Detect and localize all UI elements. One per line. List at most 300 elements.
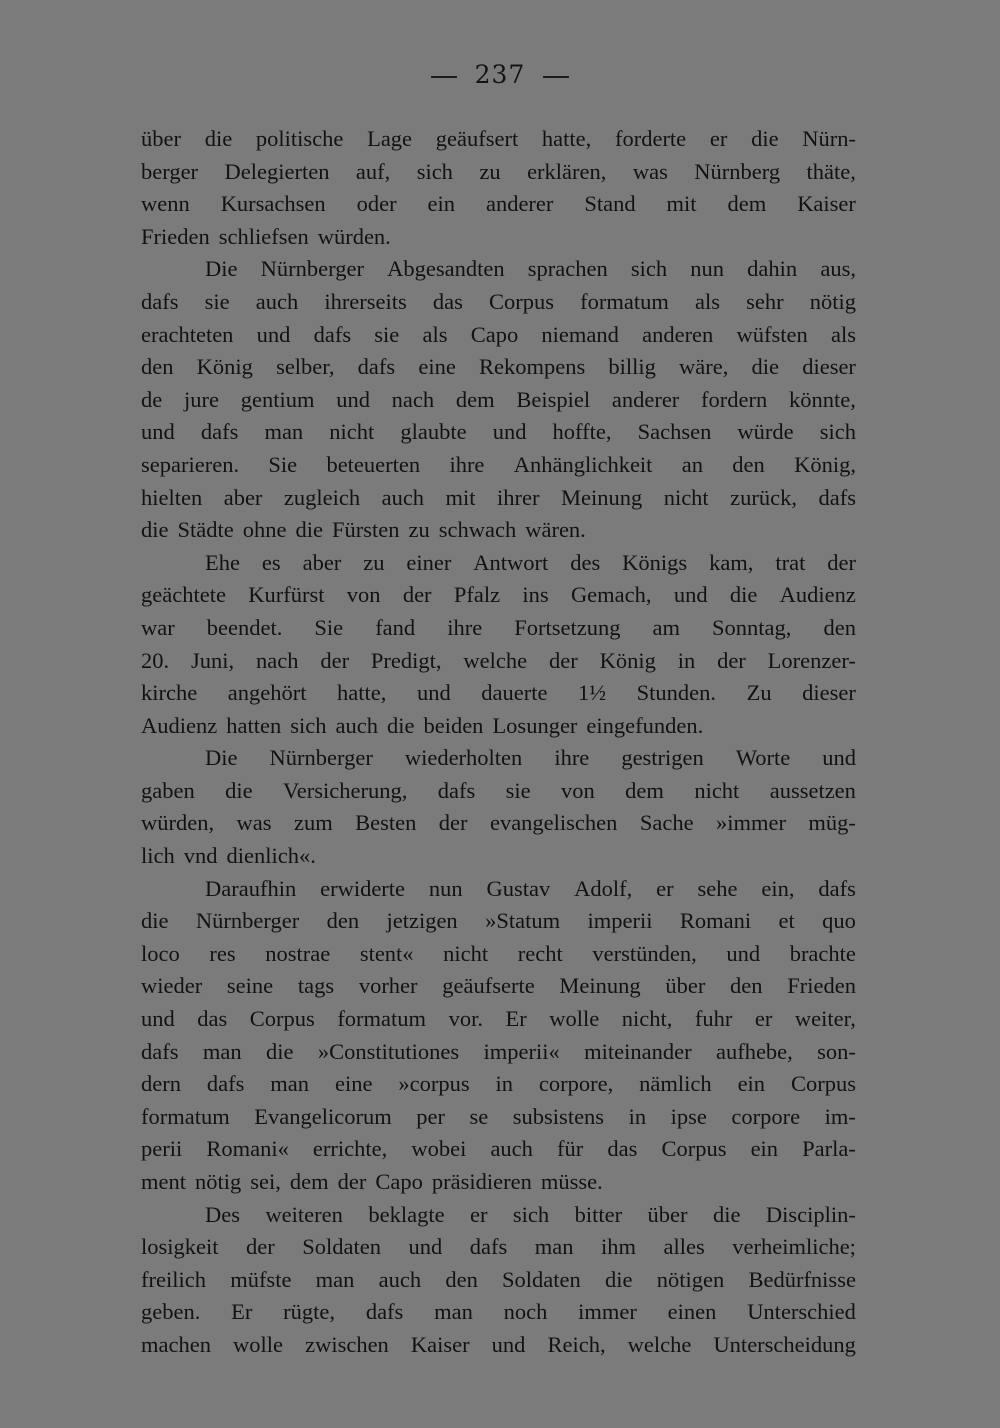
text-line [141, 253, 856, 286]
word: wieder [141, 973, 203, 999]
word: ihm [600, 1234, 636, 1260]
word: freilich [141, 1266, 206, 1292]
word: die [751, 126, 779, 151]
word: nötigen [656, 1266, 725, 1292]
word: fand [375, 614, 416, 640]
word: imperii« [483, 1038, 560, 1064]
word: Ehe [205, 549, 240, 575]
word: der [320, 647, 350, 673]
word: forderte [614, 126, 687, 151]
word: und [416, 680, 451, 706]
word: immer [578, 1299, 637, 1325]
word: König [196, 354, 253, 380]
word: nicht [694, 777, 740, 803]
word: in [677, 647, 696, 673]
word: welche [463, 647, 528, 673]
word: ins [522, 582, 549, 608]
word: sehe [697, 875, 738, 901]
text-line [141, 156, 856, 189]
word: ihre [447, 614, 483, 640]
word: dahin [747, 256, 798, 282]
word: Unterschied [747, 1299, 856, 1325]
word: die [386, 712, 415, 738]
word: separieren. [141, 451, 240, 477]
word: sich [416, 158, 453, 184]
word: zu [363, 549, 385, 575]
word: eingefunden. [586, 712, 704, 738]
word: rügte, [283, 1299, 336, 1325]
word: miteinander [584, 1038, 692, 1064]
word: nostrae [265, 940, 331, 966]
word: sie [505, 777, 531, 803]
word: gentium [240, 386, 315, 412]
word: einer [406, 549, 452, 575]
word: fordern [701, 386, 768, 412]
word: mit [666, 191, 697, 217]
word: sehr [746, 288, 784, 314]
word: er [470, 1201, 488, 1227]
word: trat [775, 549, 806, 575]
word: Antwort [473, 549, 549, 575]
word: wüfsten [736, 321, 808, 347]
word: dem [625, 777, 664, 803]
word: angehört [227, 680, 307, 706]
word: Reich, [547, 1331, 606, 1357]
word: Kurfürst [248, 582, 325, 608]
word: Kaiser [410, 1331, 470, 1357]
word: der [548, 647, 578, 673]
word: im- [824, 1103, 856, 1129]
word: nun [428, 875, 463, 901]
word: »Constitutiones [317, 1038, 460, 1064]
word: die [141, 908, 169, 934]
text-line [141, 873, 856, 906]
word: erwiderte [320, 875, 406, 901]
word: welche [627, 1331, 692, 1357]
word: hoffte, [552, 419, 612, 445]
word: Predigt, [370, 647, 442, 673]
word: nicht [329, 419, 375, 445]
word: kirche [141, 680, 198, 706]
text-line [141, 840, 856, 873]
word: dafs [818, 484, 856, 510]
word: errichte, [312, 1136, 388, 1162]
word: glaubte [400, 419, 467, 445]
word: zu [408, 517, 430, 543]
word: fuhr [694, 1006, 733, 1032]
text-line [141, 710, 856, 743]
word: von [346, 582, 381, 608]
word: ment [141, 1169, 186, 1194]
word: noch [503, 1299, 548, 1325]
word: den [445, 1266, 478, 1292]
word: res [209, 940, 236, 966]
word: der [438, 810, 468, 836]
word: Soldaten [302, 1234, 381, 1260]
word: mit [445, 484, 476, 510]
word: weiter, [794, 1006, 856, 1032]
word: das [607, 1136, 638, 1162]
word: nicht [443, 940, 489, 966]
text-line [141, 1199, 856, 1232]
text-line [141, 449, 856, 482]
word: die [141, 517, 169, 543]
word: dafs [141, 1038, 179, 1064]
word: Fortsetzung [514, 614, 621, 640]
word: evangelischen [489, 810, 618, 836]
word: Meinung [559, 973, 641, 999]
word: Capo [375, 1169, 423, 1194]
word: und [491, 1331, 526, 1357]
word: Romani« [206, 1136, 289, 1162]
word: bitter [574, 1201, 623, 1227]
word: und [336, 386, 370, 412]
word: politische [255, 126, 344, 151]
word: Corpus [489, 288, 555, 314]
word: war [141, 614, 175, 640]
word: nicht, [621, 1006, 673, 1032]
text-line [141, 970, 856, 1003]
word: se [469, 1103, 489, 1129]
word: vor. [448, 1006, 483, 1032]
word: erachteten [141, 321, 234, 347]
word: das [197, 1006, 228, 1032]
word: er [754, 1006, 773, 1032]
text-line [141, 514, 856, 547]
word: zu [479, 158, 501, 184]
word: sich [290, 712, 327, 738]
word: dafs [357, 354, 396, 380]
text-line [141, 1133, 856, 1166]
word: und [141, 1006, 175, 1032]
word: wären. [525, 517, 586, 543]
word: formatum [580, 288, 669, 314]
word: billig [608, 354, 656, 380]
word: weiteren [265, 1201, 343, 1227]
word: nicht [663, 484, 709, 510]
word: und [141, 419, 175, 445]
word: Gustav [486, 875, 551, 901]
word: ein [737, 1071, 766, 1097]
word: aufhebe, [715, 1038, 793, 1064]
word: formatum [141, 1103, 230, 1129]
text-line [141, 645, 856, 678]
word: zum [293, 810, 333, 836]
word: müg- [808, 810, 856, 836]
word: Frieden [787, 973, 856, 999]
word: Disciplin- [765, 1201, 856, 1227]
word: an [681, 451, 703, 477]
word: schwach [438, 517, 517, 543]
word: Sonntag, [712, 614, 792, 640]
word: die [266, 1038, 294, 1064]
page-header [0, 60, 1000, 89]
word: ihre [449, 451, 485, 477]
word: Rekompens [478, 354, 586, 380]
word: die [204, 126, 233, 151]
word: er [709, 126, 728, 151]
word: von [561, 777, 595, 803]
word: wiederholten [404, 745, 523, 771]
word: Er [505, 1006, 527, 1032]
text-line [141, 351, 856, 384]
word: Lorenzer- [767, 647, 856, 673]
text-line [141, 384, 856, 417]
text-line [141, 1329, 856, 1362]
word: thäte, [806, 158, 856, 184]
word: vnd [183, 843, 218, 869]
word: 20. [141, 647, 170, 673]
word: er [656, 875, 674, 901]
word: Corpus [661, 1136, 727, 1162]
word: ein, [761, 875, 795, 901]
word: dieser [802, 680, 856, 706]
word: die [295, 517, 323, 543]
word: vorher [358, 973, 418, 999]
word: König, [794, 451, 856, 477]
text-line [141, 1296, 856, 1329]
text-line [141, 1068, 856, 1101]
text-line [141, 677, 856, 710]
word: den [730, 973, 763, 999]
word: selber, [276, 354, 335, 380]
word: per [416, 1103, 445, 1129]
word: son- [817, 1038, 856, 1064]
word: nun [690, 256, 725, 282]
word: sie [204, 288, 230, 314]
word: Audienz [141, 712, 218, 738]
word: aber [223, 484, 263, 510]
word: zugleich [283, 484, 361, 510]
text-line [141, 286, 856, 319]
word: schliefsen [218, 223, 309, 249]
word: auch [255, 288, 299, 314]
word: ihrer [497, 484, 540, 510]
word: dern [141, 1071, 181, 1097]
text-line [141, 807, 856, 840]
word: der [337, 1169, 367, 1194]
word: ein [750, 1136, 779, 1162]
word: man [534, 1234, 574, 1260]
word: aber [302, 549, 342, 575]
word: dem [727, 191, 767, 217]
word: Stunden. [636, 680, 717, 706]
word: Besten [355, 810, 417, 836]
word: erklären, [527, 158, 607, 184]
text-line [141, 1231, 856, 1264]
word: sei, [250, 1169, 281, 1194]
text-line [141, 1003, 856, 1036]
word: Delegierten [224, 158, 330, 184]
word: Nürnberg [694, 158, 781, 184]
word: eine [418, 354, 456, 380]
word: sie [374, 321, 400, 347]
word: losigkeit [141, 1234, 219, 1260]
word: verstünden, [592, 940, 697, 966]
word: verheimliche; [732, 1234, 856, 1260]
word: müfste [230, 1266, 292, 1292]
word: gaben [141, 777, 195, 803]
word: Beispiel [516, 386, 591, 412]
text-line [141, 482, 856, 515]
word: sich [512, 1201, 550, 1227]
word: Audienz [779, 582, 856, 608]
word: wäre, [679, 354, 729, 380]
word: Königs [622, 549, 688, 575]
word: corpore [731, 1103, 801, 1129]
word: sich [630, 256, 668, 282]
word: perii [141, 1136, 183, 1162]
word: hatte, [337, 680, 387, 706]
word: machen [141, 1331, 211, 1357]
word: dafs [365, 1299, 404, 1325]
word: präsidieren [431, 1169, 532, 1194]
word: Nürn- [802, 126, 856, 151]
word: ipse [670, 1103, 707, 1129]
text-line [141, 579, 856, 612]
word: man [434, 1299, 473, 1325]
word: Er [231, 1299, 253, 1325]
word: ihrerseits [324, 288, 407, 314]
word: Nürnberger [195, 908, 300, 934]
word: wenn [141, 191, 190, 217]
word: und [726, 940, 761, 966]
word: die [605, 1266, 633, 1292]
word: zurück, [730, 484, 797, 510]
word: der [402, 582, 432, 608]
word: Evangelicorum [254, 1103, 392, 1129]
word: Sachsen [637, 419, 712, 445]
word: nötig [809, 288, 856, 314]
header-dash-right [543, 76, 569, 78]
word: beendet. [206, 614, 283, 640]
word: auf, [355, 158, 391, 184]
word: Adolf, [574, 875, 633, 901]
word: den [823, 614, 856, 640]
word: loco [141, 940, 180, 966]
word: Gemach, [570, 582, 652, 608]
word: oder [356, 191, 397, 217]
word: stent« [359, 940, 414, 966]
word: beklagte [368, 1201, 445, 1227]
word: beteuerten [326, 451, 421, 477]
word: Abgesandten [387, 256, 505, 282]
word: dauerte [481, 680, 548, 706]
word: subsistens [512, 1103, 605, 1129]
word: geäufsert [435, 126, 519, 151]
word: das [432, 288, 463, 314]
word: dafs [200, 419, 239, 445]
word: Fürsten [332, 517, 400, 543]
word: Nürnberger [269, 745, 373, 771]
word: Juni, [190, 647, 235, 673]
word: nach [391, 386, 435, 412]
word: könnte, [789, 386, 856, 412]
word: formatum [337, 1006, 427, 1032]
word: würden. [317, 223, 391, 249]
word: jure [183, 386, 219, 412]
word: Capo [470, 321, 519, 347]
word: ohne [242, 517, 287, 543]
word: wobei [411, 1136, 467, 1162]
word: einen [667, 1299, 717, 1325]
word: eine [334, 1071, 373, 1097]
word: dienlich«. [226, 843, 316, 869]
word: und [408, 1234, 443, 1260]
word: und [256, 321, 291, 347]
word: Losunger [492, 712, 578, 738]
word: Kaiser [797, 191, 856, 217]
word: den [141, 354, 174, 380]
word: den [326, 908, 360, 934]
word: Sie [268, 451, 298, 477]
word: in [628, 1103, 647, 1129]
word: hatten [226, 712, 282, 738]
word: auch [490, 1136, 533, 1162]
word: nötig [195, 1169, 242, 1194]
word: »corpus [398, 1071, 470, 1097]
word: was [236, 810, 272, 836]
word: Städte [177, 517, 234, 543]
word: für [557, 1136, 584, 1162]
word: die [712, 1201, 741, 1227]
word: nach [255, 647, 299, 673]
word: dem [289, 1169, 329, 1194]
word: man [264, 419, 304, 445]
word: berger [141, 158, 199, 184]
word: als [694, 288, 720, 314]
word: dafs [206, 1071, 245, 1097]
word: dafs [469, 1234, 508, 1260]
word: Des [205, 1201, 240, 1227]
text-line [141, 742, 856, 775]
word: niemand [541, 321, 619, 347]
word: anderer [611, 386, 680, 412]
word: dafs [313, 321, 352, 347]
text-line [141, 188, 856, 221]
word: und [492, 419, 527, 445]
word: Sache [639, 810, 694, 836]
word: aussetzen [769, 777, 856, 803]
word: tags [297, 973, 335, 999]
word: und [673, 582, 708, 608]
word: Worte [735, 745, 791, 771]
word: Pfalz [453, 582, 501, 608]
word: auch [335, 712, 378, 738]
word: lich [141, 843, 175, 869]
word: über [665, 973, 706, 999]
text-line [141, 1264, 856, 1297]
text-line [141, 319, 856, 352]
word: kam, [709, 549, 754, 575]
word: der [827, 549, 856, 575]
word: Unterscheidung [713, 1331, 856, 1357]
word: ihre [554, 745, 590, 771]
word: Zu [746, 680, 772, 706]
word: Bedürfnisse [748, 1266, 856, 1292]
word: in [495, 1071, 514, 1097]
word: aus, [820, 256, 856, 282]
word: Stand [584, 191, 636, 217]
word: Kursachsen [220, 191, 326, 217]
word: die [225, 777, 253, 803]
word: dieser [802, 354, 856, 380]
word: den [732, 451, 765, 477]
word: Die [205, 745, 238, 771]
word: würden, [141, 810, 215, 836]
body-text [141, 123, 856, 1362]
word: quo [822, 908, 856, 934]
